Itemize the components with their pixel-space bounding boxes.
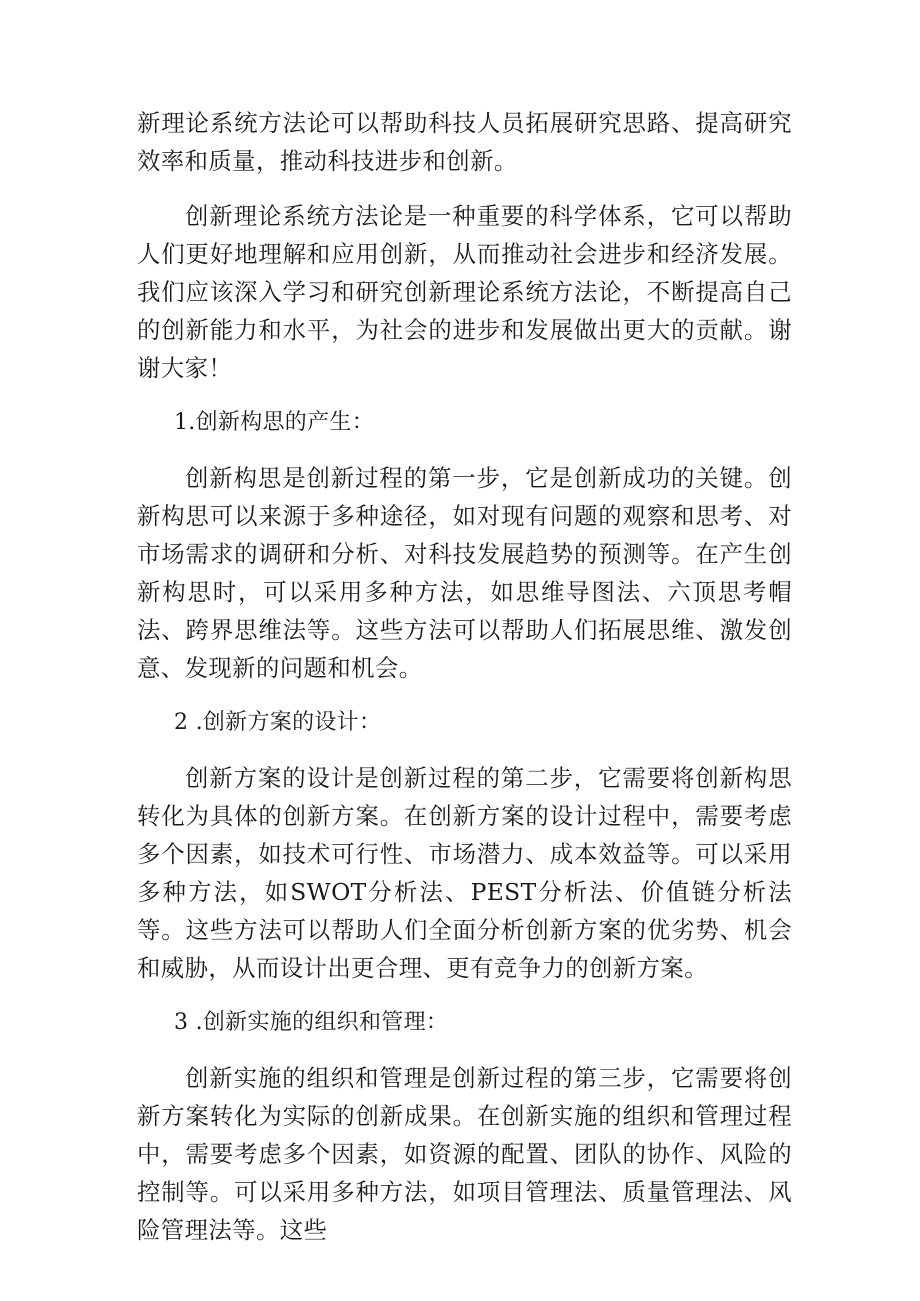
- paragraph-intro-continuation: 新理论系统方法论可以帮助科技人员拓展研究思路、提高研究效率和质量，推动科技进步和创新。: [137, 109, 792, 175]
- section-heading-1: 1.创新构思的产生：: [174, 410, 374, 435]
- paragraph-conclusion: 创新理论系统方法论是一种重要的科学体系，它可以帮助人们更好地理解和应用创新，从而推动社会进步和经济发展。我们应该深入学习和研究创新理论系统方法论，不断提高自己的创新能力和水平，为社会的进步和发展做出更大的贡献。谢谢大家！: [137, 202, 792, 382]
- paragraph-section-3: 创新实施的组织和管理是创新过程的第三步，它需要将创新方案转化为实际的创新成果。在创新实施的组织和管理过程中，需要考虑多个因素，如资源的配置、团队的协作、风险的控制等。可以采用多种方法，如项目管理法、质量管理法、风险管理法等。这些: [137, 1064, 792, 1244]
- paragraph-section-1: 创新构思是创新过程的第一步，它是创新成功的关键。创新构思可以来源于多种途径，如对现有问题的观察和思考、对市场需求的调研和分析、对科技发展趋势的预测等。在产生创新构思时，可以采用多种方法，如思维导图法、六顶思考帽法、跨界思维法等。这些方法可以帮助人们拓展思维、激发创意、发现新的问题和机会。: [137, 464, 792, 682]
- section-heading-3: 3 .创新实施的组织和管理：: [174, 1010, 449, 1035]
- section-heading-2: 2 .创新方案的设计：: [174, 710, 382, 735]
- document-page: [137, 104, 792, 1266]
- paragraph-section-2: 创新方案的设计是创新过程的第二步，它需要将创新构思转化为具体的创新方案。在创新方案的设计过程中，需要考虑多个因素，如技术可行性、市场潜力、成本效益等。可以采用多种方法，如SWOT分析法、PEST分析法、价值链分析法等。这些方法可以帮助人们全面分析创新方案的优劣势、机会和威胁，从而设计出更合理、更有竞争力的创新方案。: [137, 764, 792, 982]
